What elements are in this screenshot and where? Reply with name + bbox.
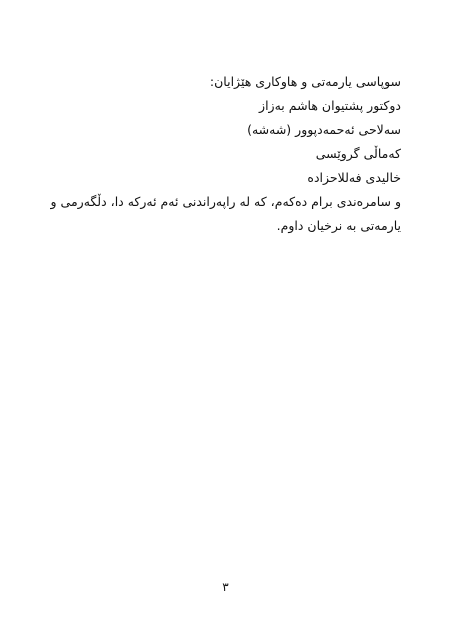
acknowledged-person-1: دوکتور پشتیوان هاشم بەزاز bbox=[259, 98, 401, 113]
acknowledgements-text bbox=[50, 70, 401, 238]
acknowledged-person-4: خالیدی فەللاحزادە bbox=[307, 170, 401, 185]
acknowledgement-closing-line-2: یارمەتی بە نرخیان داوم. bbox=[276, 218, 401, 233]
acknowledged-person-2: سەلاحی ئەحمەدپوور (شەشە) bbox=[247, 122, 401, 137]
acknowledgement-heading: سوپاسی یارمەتی و هاوکاری هێژایان: bbox=[209, 74, 401, 89]
acknowledged-person-3: کەماڵی گروێسی bbox=[315, 146, 401, 161]
acknowledgement-closing-line-1: و سامرەندی برام دەکەم، کە لە راپەراندنی ئەم ئەرکە دا، دڵگەرمی و bbox=[50, 194, 401, 209]
page-number: ٣ bbox=[222, 580, 229, 594]
